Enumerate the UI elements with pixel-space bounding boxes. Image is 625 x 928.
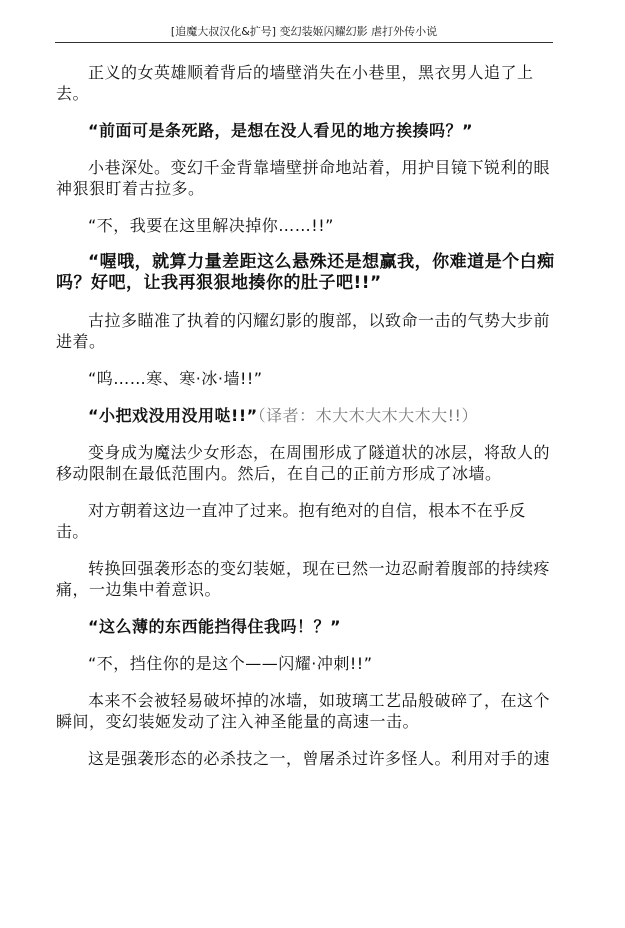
dialogue-paragraph: “不，我要在这里解决掉你……!!”: [88, 216, 334, 235]
paragraph: 古拉多瞄准了执着的闪耀幻影的腹部，以致命一击的气势大步前进着。: [56, 311, 551, 351]
dialogue-paragraph: “呜……寒、寒·冰·墙!!”: [88, 369, 263, 388]
paragraph: 对方朝着这边一直冲了过来。抱有绝对的自信，根本不在乎反击。: [56, 501, 526, 541]
dialogue-paragraph: “喔哦，就算力量差距这么悬殊还是想赢我，你难道是个白痴吗？好吧，让我再狠狠地揍你的肚子吧!!”: [56, 252, 555, 293]
translator-note: （译者：木大木大木大木大!!）: [257, 406, 478, 425]
paragraph: 小巷深处。变幻千金背靠墙壁拼命地站着，用护目镜下锐利的眼神狠狠盯着古拉多。: [56, 158, 551, 198]
paragraph: 本来不会被轻易破坏掉的冰墙，如玻璃工艺品般破碎了，在这个瞬间，变幻装姬发动了注入神圣能量的高速一击。: [56, 691, 551, 731]
story-body: [56, 62, 556, 785]
paragraph: 正义的女英雄顺着背后的墙壁消失在小巷里，黑衣男人追了上去。: [56, 63, 534, 103]
dialogue-paragraph: “这么薄的东西能挡得住我吗！？”: [88, 617, 342, 636]
paragraph: 这是强袭形态的必杀技之一，曾屠杀过许多怪人。利用对手的速: [88, 749, 551, 768]
dialogue-text: “小把戏没用没用哒!!”: [88, 406, 258, 425]
dialogue-paragraph-with-note: [56, 405, 556, 426]
header-divider: [55, 42, 553, 43]
paragraph: 变身成为魔法少女形态，在周围形成了隧道状的冰层，将敌人的移动限制在最低范围内。然后，在自己的正前方形成了冰墙。: [56, 443, 551, 483]
page-header: [追魔大叔汉化&扩号] 变幻装姬闪耀幻影 虐打外传小说: [170, 25, 438, 38]
dialogue-paragraph: “前面可是条死路，是想在没人看见的地方挨揍吗？”: [88, 121, 474, 140]
dialogue-paragraph: “不，挡住你的是这个——闪耀·冲刺!!”: [88, 654, 373, 673]
paragraph: 转换回强袭形态的变幻装姬，现在已然一边忍耐着腹部的持续疼痛，一边集中着意识。: [56, 559, 551, 599]
